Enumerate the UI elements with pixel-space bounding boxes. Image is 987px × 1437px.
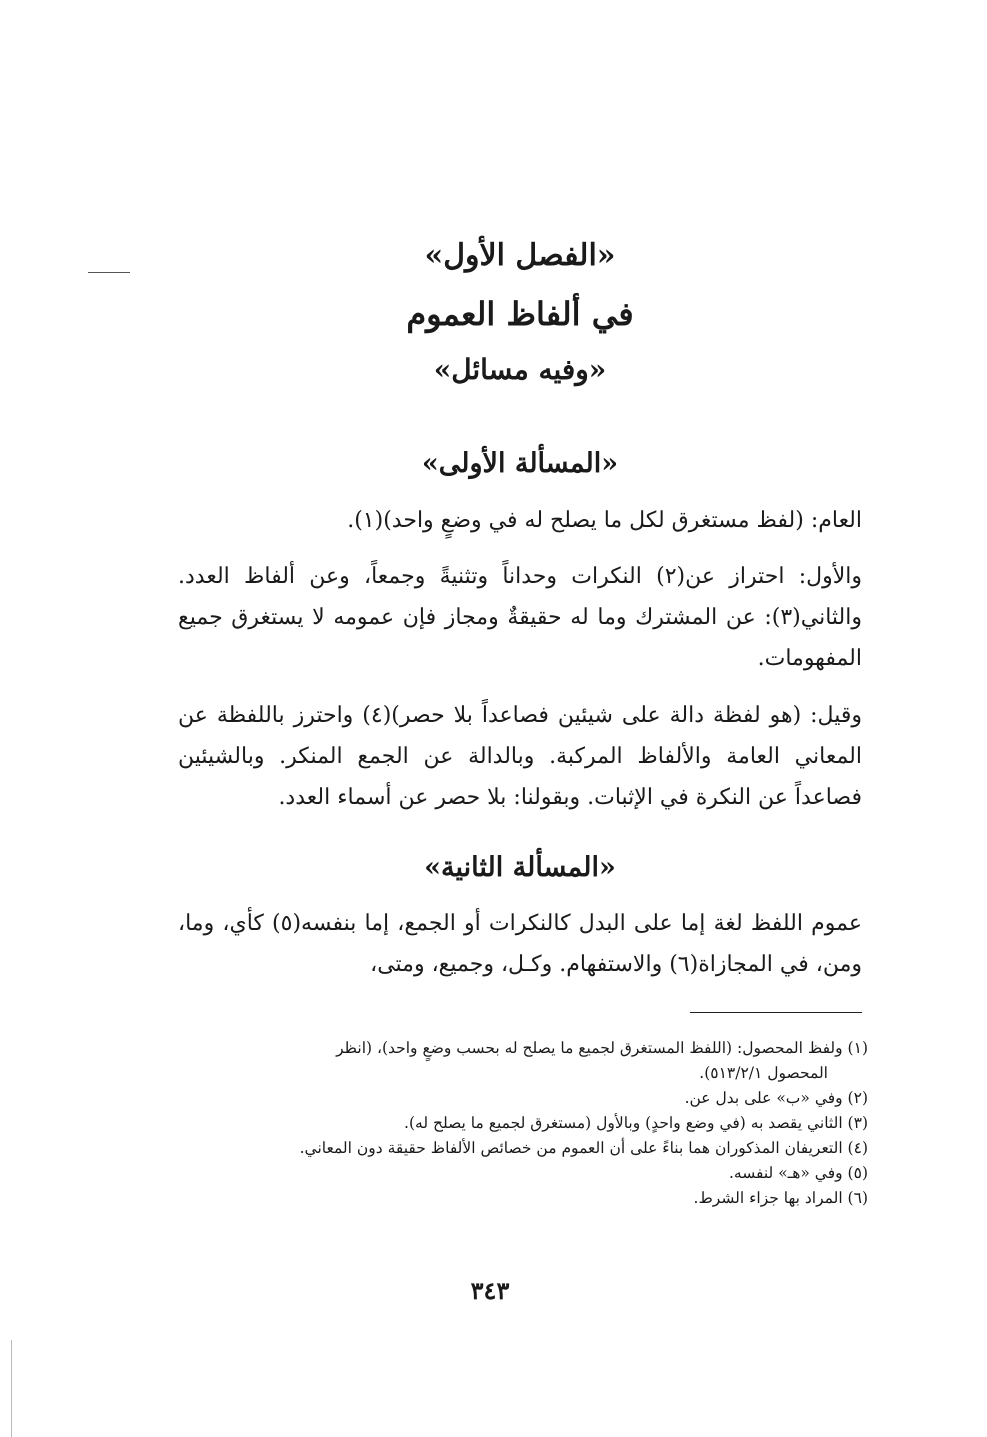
section-heading-first-issue: «المسألة الأولى»	[421, 448, 619, 479]
footnote-divider	[690, 1012, 862, 1013]
footnote-3: (٣) الثاني يقصد به (في وضع واحدٍ) وبالأول (مستغرق لجميع ما يصلح له).	[404, 1114, 868, 1132]
paragraph-definition: العام: (لفظ مستغرق لكل ما يصلح له في وضعٍ واحد)(١).	[347, 508, 862, 533]
footnote-2: (٢) وفي «ب» على بدل عن.	[684, 1089, 868, 1107]
paragraph-generality: عموم اللفظ لغة إما على البدل كالنكرات أو الجمع، إما بنفسه(٥) كأي، وما، ومن، في المجازاة(٦) والاستفهام. وكـل، وجميع، ومتى،	[178, 911, 862, 977]
section-heading-second-issue: «المسألة الثانية»	[424, 852, 616, 883]
chapter-title: «الفصل الأول»	[424, 238, 616, 273]
chapter-subject: في ألفاظ العموم	[406, 295, 634, 333]
footnotes	[178, 1036, 868, 1211]
paragraph-alternative-definition: وقيل: (هو لفظة دالة على شيئين فصاعداً بلا حصر)(٤) واحترز باللفظة عن المعاني العامة والألفاظ المركبة. وبالدالة عن الجمع المنكر. وبالشيئين فصاعداً عن النكرة في الإثبات. وبقولنا: بلا حصر عن أسماء العدد.	[178, 703, 862, 810]
page-edge-line	[11, 1340, 12, 1437]
footnote-1: (١) ولفظ المحصول: (اللفظ المستغرق لجميع ما يصلح له بحسب وضعٍ واحد)، (انظر	[336, 1039, 868, 1057]
chapter-note: «وفيه مسائل»	[433, 353, 607, 386]
footnote-6: (٦) المراد بها جزاء الشرط.	[693, 1189, 868, 1207]
scan-artifact-line	[88, 272, 130, 273]
footnote-4: (٤) التعريفان المذكوران هما بناءً على أن العموم من خصائص الألفاظ حقيقة دون المعاني.	[299, 1139, 868, 1157]
footnote-1-continuation: المحصول ٥١٣/٢/١).	[699, 1064, 828, 1082]
footnote-5: (٥) وفي «هـ» لنفسه.	[728, 1164, 868, 1182]
paragraph-explanation: والأول: احتراز عن(٢) النكرات وحداناً وتثنيةً وجمعاً، وعن ألفاظ العدد. والثاني(٣): عن المشترك وما له حقيقةٌ ومجاز فإن عمومه لا يستغرق جميع المفهومات.	[178, 564, 862, 671]
page-number: ٣٤٣	[470, 1276, 510, 1305]
